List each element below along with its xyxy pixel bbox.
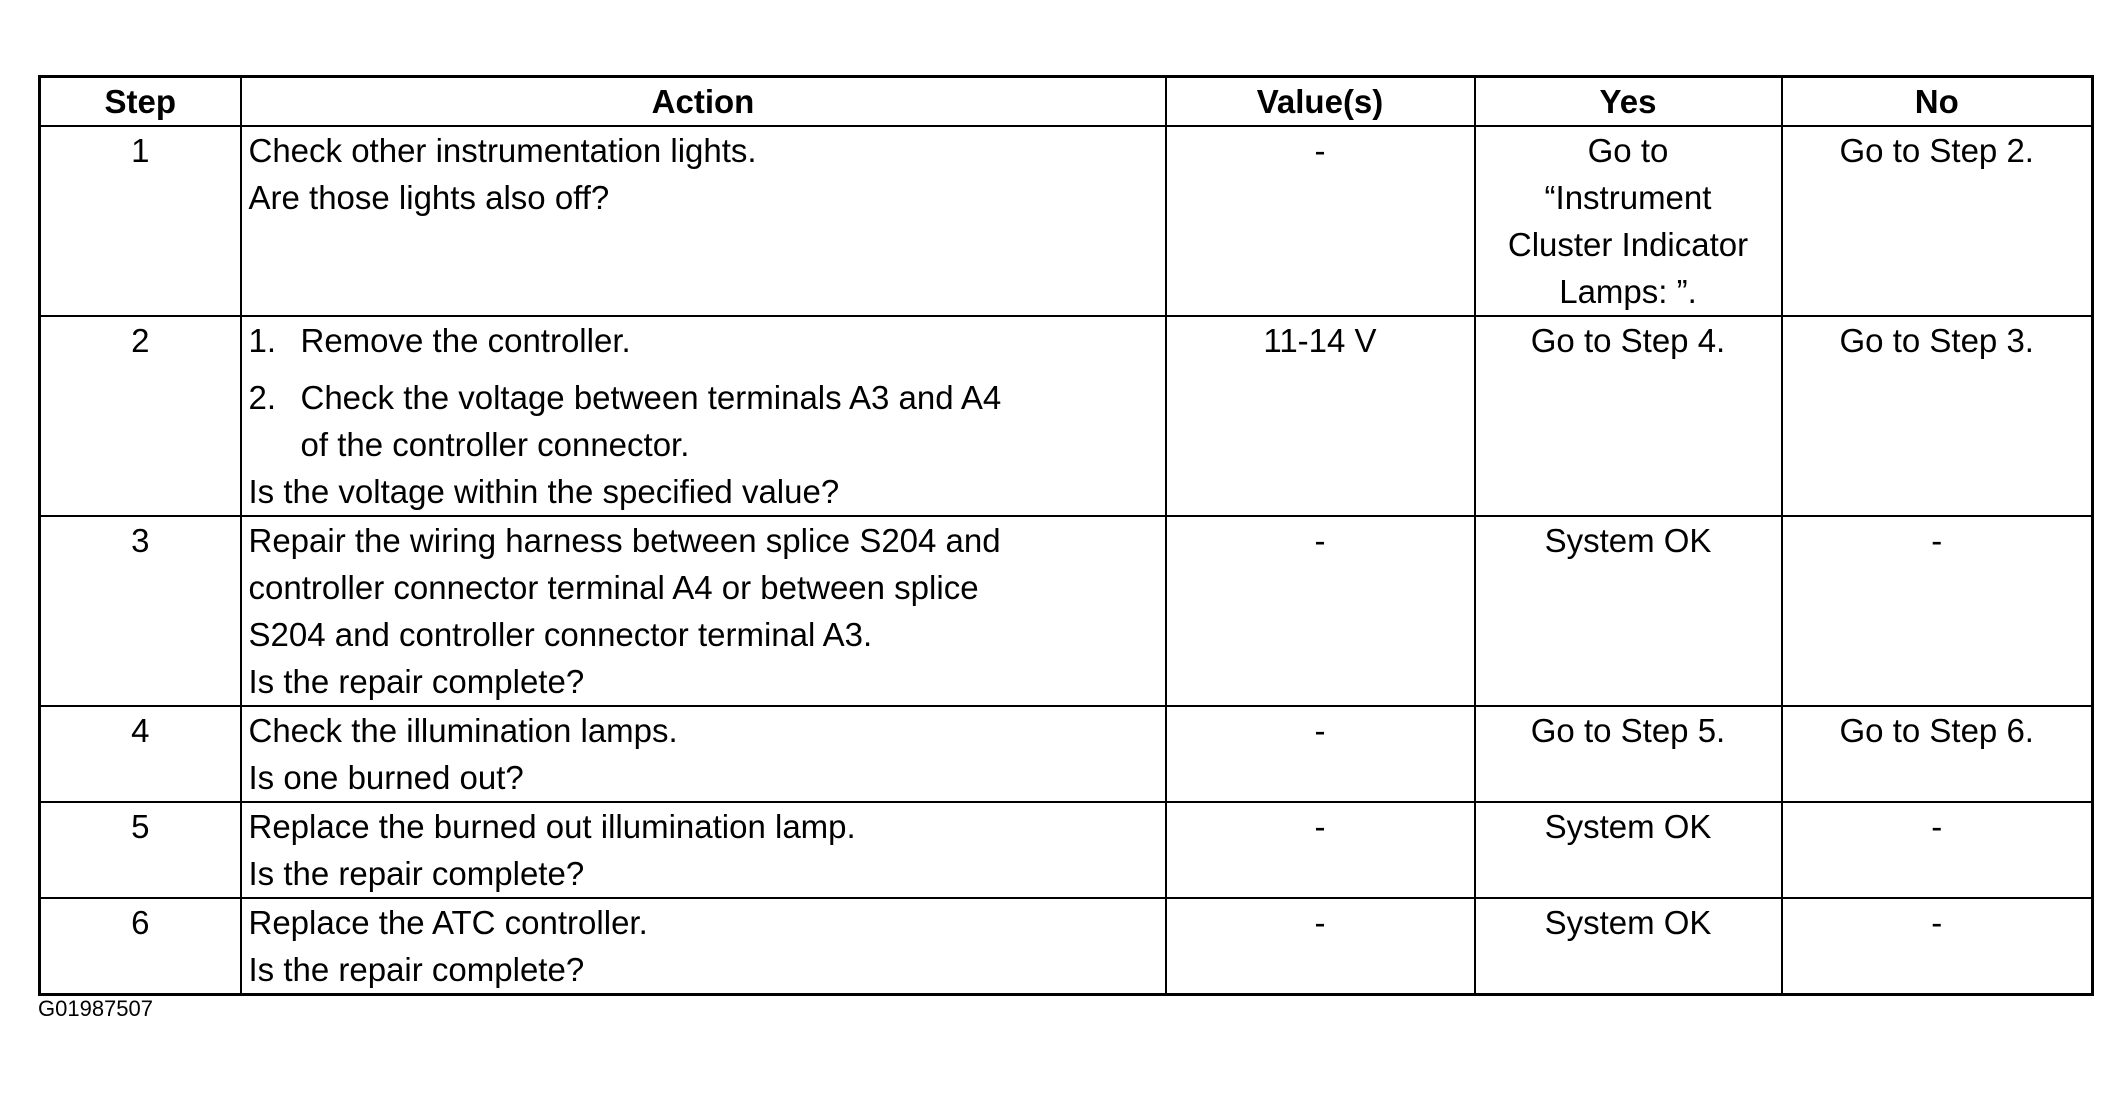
yes-line: “Instrument — [1544, 179, 1712, 216]
step-cell: 2 — [40, 316, 241, 516]
action-cell — [241, 802, 1166, 898]
header-yes: Yes — [1475, 77, 1782, 127]
diagnostic-table-container — [38, 75, 2091, 996]
table-row — [40, 516, 2093, 706]
table-row — [40, 706, 2093, 802]
action-cell — [241, 516, 1166, 706]
numbered-item — [249, 317, 1158, 364]
no-cell: Go to Step 6. — [1782, 706, 2093, 802]
step-cell: 6 — [40, 898, 241, 995]
no-cell: - — [1782, 516, 2093, 706]
no-cell: Go to Step 2. — [1782, 126, 2093, 316]
action-line: S204 and controller connector terminal A3. — [248, 616, 873, 653]
value-cell: - — [1166, 126, 1475, 316]
action-cell — [241, 316, 1166, 516]
yes-cell — [1475, 126, 1782, 316]
yes-line: Go to — [1587, 132, 1669, 169]
no-cell: - — [1782, 898, 2093, 995]
yes-cell: System OK — [1475, 516, 1782, 706]
diagnostic-table — [38, 75, 2094, 996]
value-cell: - — [1166, 516, 1475, 706]
no-cell: Go to Step 3. — [1782, 316, 2093, 516]
header-step: Step — [40, 77, 241, 127]
action-line: Check the illumination lamps. — [248, 712, 678, 749]
item-text-continued: of the controller connector. — [300, 426, 690, 463]
yes-line: Lamps: ”. — [1559, 273, 1697, 310]
action-line: controller connector terminal A4 or between splice — [248, 569, 979, 606]
numbered-item — [249, 374, 1158, 468]
action-question: Is one burned out? — [248, 759, 524, 796]
action-cell — [241, 898, 1166, 995]
yes-cell: System OK — [1475, 898, 1782, 995]
table-row — [40, 802, 2093, 898]
header-no: No — [1782, 77, 2093, 127]
table-row — [40, 126, 2093, 316]
yes-cell: Go to Step 5. — [1475, 706, 1782, 802]
header-row — [40, 77, 2093, 127]
action-question: Is the repair complete? — [248, 855, 585, 892]
item-number: 1. — [248, 322, 277, 359]
item-number: 2. — [248, 379, 277, 416]
value-cell: 11-14 V — [1166, 316, 1475, 516]
header-values: Value(s) — [1166, 77, 1475, 127]
value-cell: - — [1166, 706, 1475, 802]
step-cell: 3 — [40, 516, 241, 706]
no-cell: - — [1782, 802, 2093, 898]
action-cell — [241, 126, 1166, 316]
yes-line: Cluster Indicator — [1507, 226, 1749, 263]
action-question: Is the voltage within the specified value? — [248, 473, 840, 510]
yes-cell: Go to Step 4. — [1475, 316, 1782, 516]
action-question: Is the repair complete? — [248, 663, 585, 700]
yes-cell: System OK — [1475, 802, 1782, 898]
action-line: Repair the wiring harness between splice S204 and — [248, 522, 1001, 559]
value-cell: - — [1166, 898, 1475, 995]
action-cell — [241, 706, 1166, 802]
value-cell: - — [1166, 802, 1475, 898]
table-row — [40, 316, 2093, 516]
step-cell: 1 — [40, 126, 241, 316]
step-cell: 5 — [40, 802, 241, 898]
item-text: Check the voltage between terminals A3 and A4 — [300, 379, 1002, 416]
action-question: Are those lights also off? — [248, 179, 610, 216]
action-line: Check other instrumentation lights. — [248, 132, 757, 169]
action-line: Replace the burned out illumination lamp. — [248, 808, 856, 845]
action-line: Replace the ATC controller. — [248, 904, 648, 941]
action-question: Is the repair complete? — [248, 951, 585, 988]
header-action: Action — [241, 77, 1166, 127]
table-row — [40, 898, 2093, 995]
item-text: Remove the controller. — [300, 322, 631, 359]
figure-id: G01987507 — [38, 996, 153, 1021]
step-cell: 4 — [40, 706, 241, 802]
